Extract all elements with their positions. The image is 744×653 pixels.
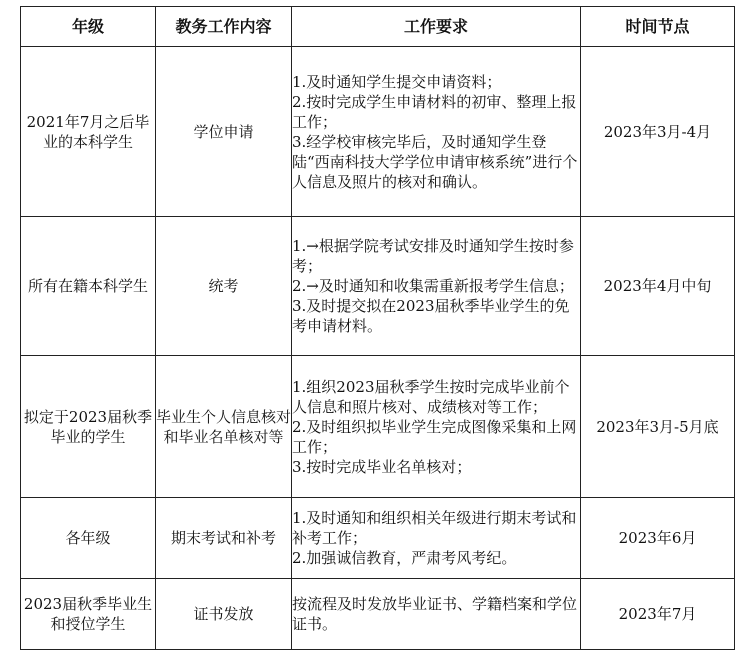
cell-content: 统考 (156, 217, 292, 356)
requirement-item: 2.→及时通知和收集需重新报考学生信息； (292, 277, 574, 295)
requirement-item: 按流程及时发放毕业证书、学籍档案和学位证书。 (292, 595, 578, 633)
header-content: 教务工作内容 (156, 7, 292, 47)
cell-grade: 2023届秋季毕业生和授位学生 (21, 579, 156, 650)
cell-grade: 各年级 (21, 498, 156, 579)
header-row (21, 7, 735, 47)
cell-timeline: 2023年3月-5月底 (581, 356, 735, 498)
requirement-item: 2.及时组织拟毕业学生完成图像采集和上网工作； (292, 417, 577, 456)
cell-grade: 2021年7月之后毕业的本科学生 (21, 47, 156, 217)
table-row (21, 47, 735, 217)
cell-requirements (292, 356, 581, 498)
requirement-item: 3.按时完成毕业名单核对； (292, 457, 472, 476)
header-requirements: 工作要求 (292, 7, 581, 47)
cell-content: 证书发放 (156, 579, 292, 650)
cell-requirements (292, 498, 581, 579)
requirement-item: 3.及时提交拟在2023届秋季毕业学生的免考申请材料。 (292, 297, 570, 335)
academic-schedule-table (20, 6, 735, 650)
requirement-item: 1.→根据学院考试安排及时通知学生按时参考； (292, 237, 574, 275)
cell-content: 期末考试和补考 (156, 498, 292, 579)
requirement-item: 1.组织2023届秋季学生按时完成毕业前个人信息和照片核对、成绩核对等工作； (292, 377, 570, 416)
requirement-item: 3.经学校审核完毕后，及时通知学生登陆“西南科技大学学位申请审核系统”进行个人信息及照片的核对和确认。 (292, 132, 578, 191)
cell-content: 毕业生个人信息核对和毕业名单核对等 (156, 356, 292, 498)
cell-timeline: 2023年4月中旬 (581, 217, 735, 356)
cell-grade: 拟定于2023届秋季毕业的学生 (21, 356, 156, 498)
cell-requirements (292, 47, 581, 217)
header-timeline: 时间节点 (581, 7, 735, 47)
header-grade: 年级 (21, 7, 156, 47)
table-row (21, 356, 735, 498)
cell-requirements (292, 579, 581, 650)
requirement-item: 1.及时通知学生提交申请资料； (292, 72, 502, 91)
table-row (21, 217, 735, 356)
cell-content: 学位申请 (156, 47, 292, 217)
table-row (21, 579, 735, 650)
cell-timeline: 2023年6月 (581, 498, 735, 579)
table-row (21, 498, 735, 579)
requirement-item: 2.加强诚信教育，严肃考风考纪。 (292, 549, 517, 567)
cell-timeline: 2023年7月 (581, 579, 735, 650)
requirement-item: 1.及时通知和组织相关年级进行期末考试和补考工作； (292, 509, 577, 547)
requirement-item: 2.按时完成学生申请材料的初审、整理上报工作； (292, 92, 577, 131)
cell-requirements (292, 217, 581, 356)
cell-timeline: 2023年3月-4月 (581, 47, 735, 217)
cell-grade: 所有在籍本科学生 (21, 217, 156, 356)
